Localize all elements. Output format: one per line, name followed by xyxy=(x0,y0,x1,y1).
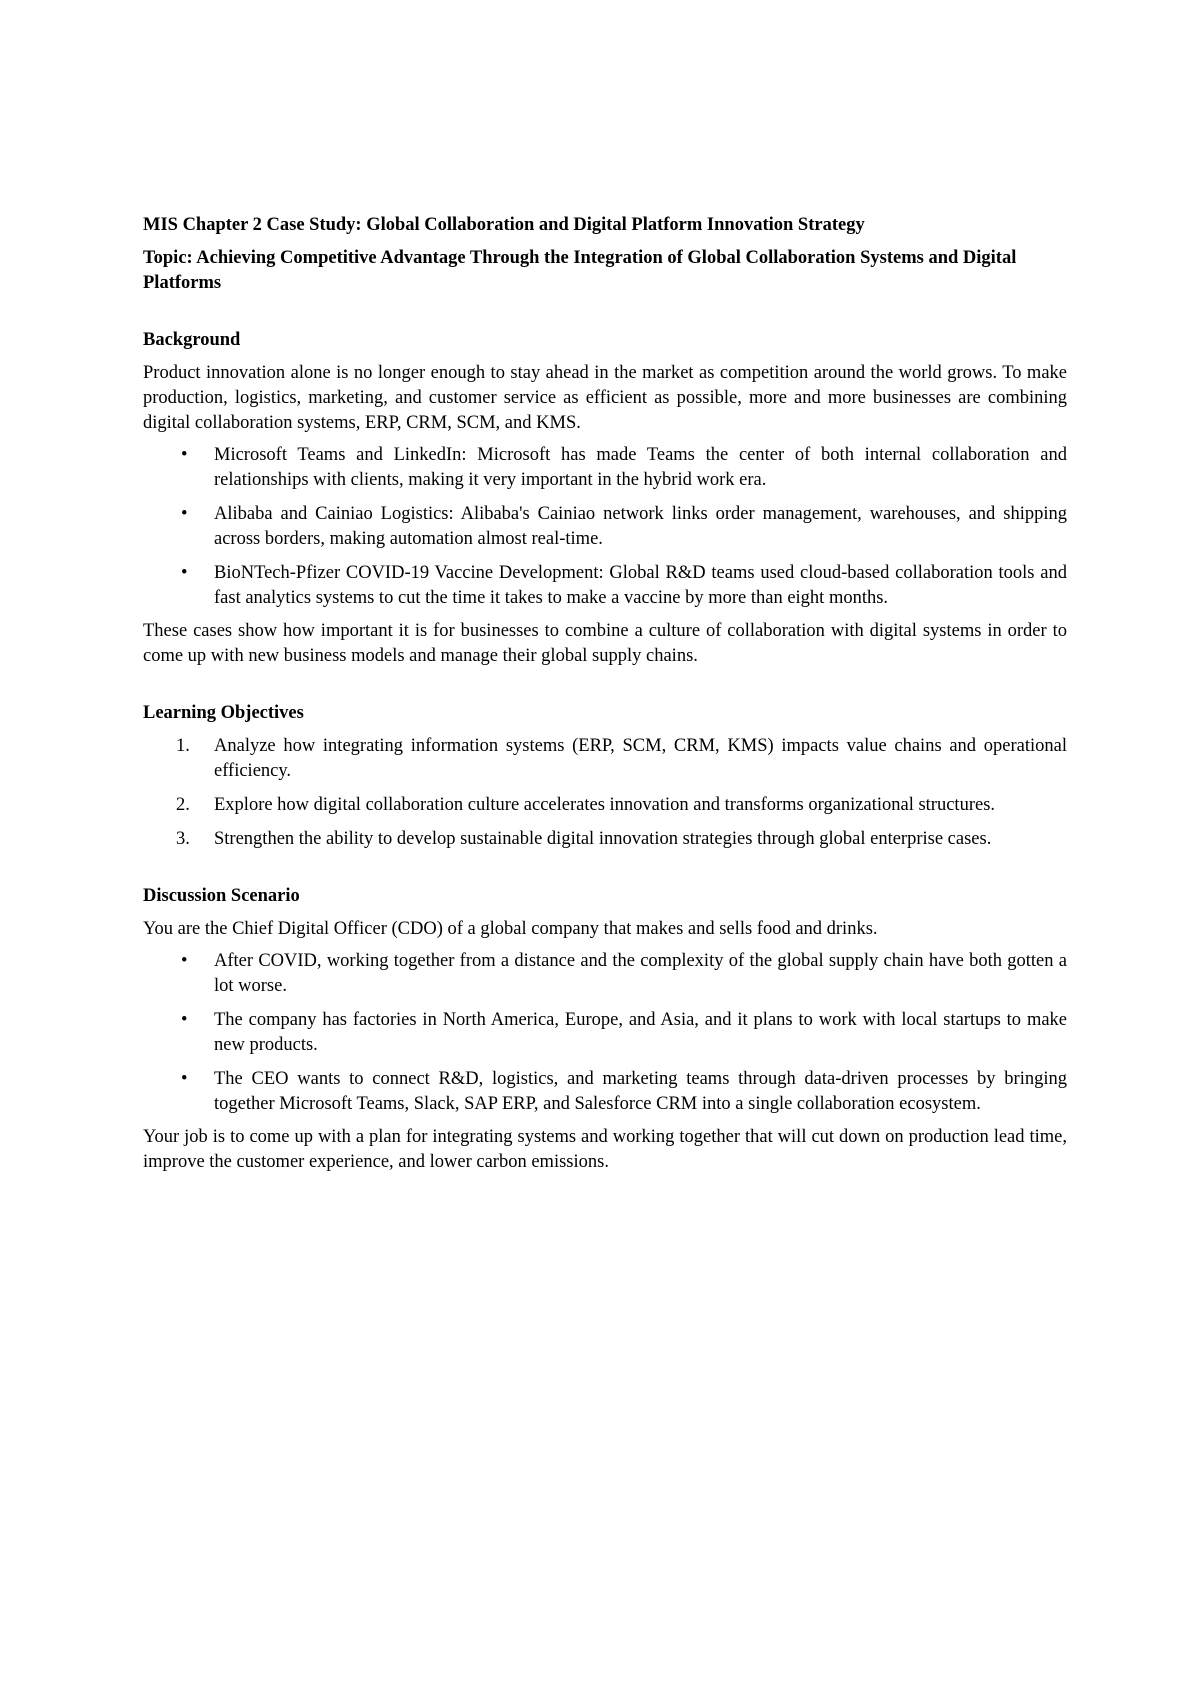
list-item xyxy=(143,793,1067,818)
list-number: 2. xyxy=(176,795,190,815)
objectives-heading: Learning Objectives xyxy=(143,703,304,723)
list-number: 3. xyxy=(176,829,190,849)
background-list xyxy=(143,443,1067,611)
list-item: • Alibaba and Cainiao Logistics: Alibaba's Cainiao network links order management, warehouses, and shipping across borders, making automation almost real-time. xyxy=(143,502,1067,552)
scenario-conclusion: Your job is to come up with a plan for integrating systems and working together that will cut down on production lead time, improve the customer experience, and lower carbon emissions. xyxy=(143,1127,1067,1172)
list-item-text: Analyze how integrating information systems (ERP, SCM, CRM, KMS) impacts value chains and operational efficiency. xyxy=(214,736,1067,781)
background-heading: Background xyxy=(143,330,241,350)
list-item xyxy=(143,734,1067,784)
list-item: • Microsoft Teams and LinkedIn: Microsoft has made Teams the center of both internal collaboration and relationships with clients, making it very important in the hybrid work era. xyxy=(143,443,1067,493)
background-section xyxy=(143,328,1067,669)
list-item: • After COVID, working together from a distance and the complexity of the global supply chain have both gotten a lot worse. xyxy=(143,949,1067,999)
background-intro: Product innovation alone is no longer enough to stay ahead in the market as competition around the world grows. To make production, logistics, marketing, and customer service as efficient as possible, more and more businesses are combining digital collaboration systems, ERP, CRM, SCM, and KMS. xyxy=(143,363,1067,433)
document-topic: Topic: Achieving Competitive Advantage Through the Integration of Global Collaboration Systems and Digital Platforms xyxy=(143,248,1017,293)
document-title: MIS Chapter 2 Case Study: Global Collaboration and Digital Platform Innovation Strategy xyxy=(143,215,865,235)
objectives-list xyxy=(143,734,1067,852)
document-page xyxy=(143,213,1067,1175)
list-item: • BioNTech-Pfizer COVID-19 Vaccine Development: Global R&D teams used cloud-based collaboration tools and fast analytics systems to cut the time it takes to make a vaccine by more than eight months. xyxy=(143,561,1067,611)
list-item xyxy=(143,827,1067,852)
objectives-section xyxy=(143,701,1067,852)
scenario-list xyxy=(143,949,1067,1117)
list-item-text: Strengthen the ability to develop sustainable digital innovation strategies through global enterprise cases. xyxy=(214,829,992,849)
scenario-section xyxy=(143,884,1067,1175)
list-item: • The CEO wants to connect R&D, logistics, and marketing teams through data-driven processes by bringing together Microsoft Teams, Slack, SAP ERP, and Salesforce CRM into a single collaboration ecosystem. xyxy=(143,1067,1067,1117)
list-number: 1. xyxy=(176,736,190,756)
background-conclusion: These cases show how important it is for businesses to combine a culture of collaboration with digital systems in order to come up with new business models and manage their global supply chains. xyxy=(143,621,1067,666)
scenario-heading: Discussion Scenario xyxy=(143,886,300,906)
list-item: • The company has factories in North America, Europe, and Asia, and it plans to work with local startups to make new products. xyxy=(143,1008,1067,1058)
list-item-text: Explore how digital collaboration culture accelerates innovation and transforms organizational structures. xyxy=(214,795,996,815)
scenario-intro: You are the Chief Digital Officer (CDO) of a global company that makes and sells food and drinks. xyxy=(143,919,878,939)
